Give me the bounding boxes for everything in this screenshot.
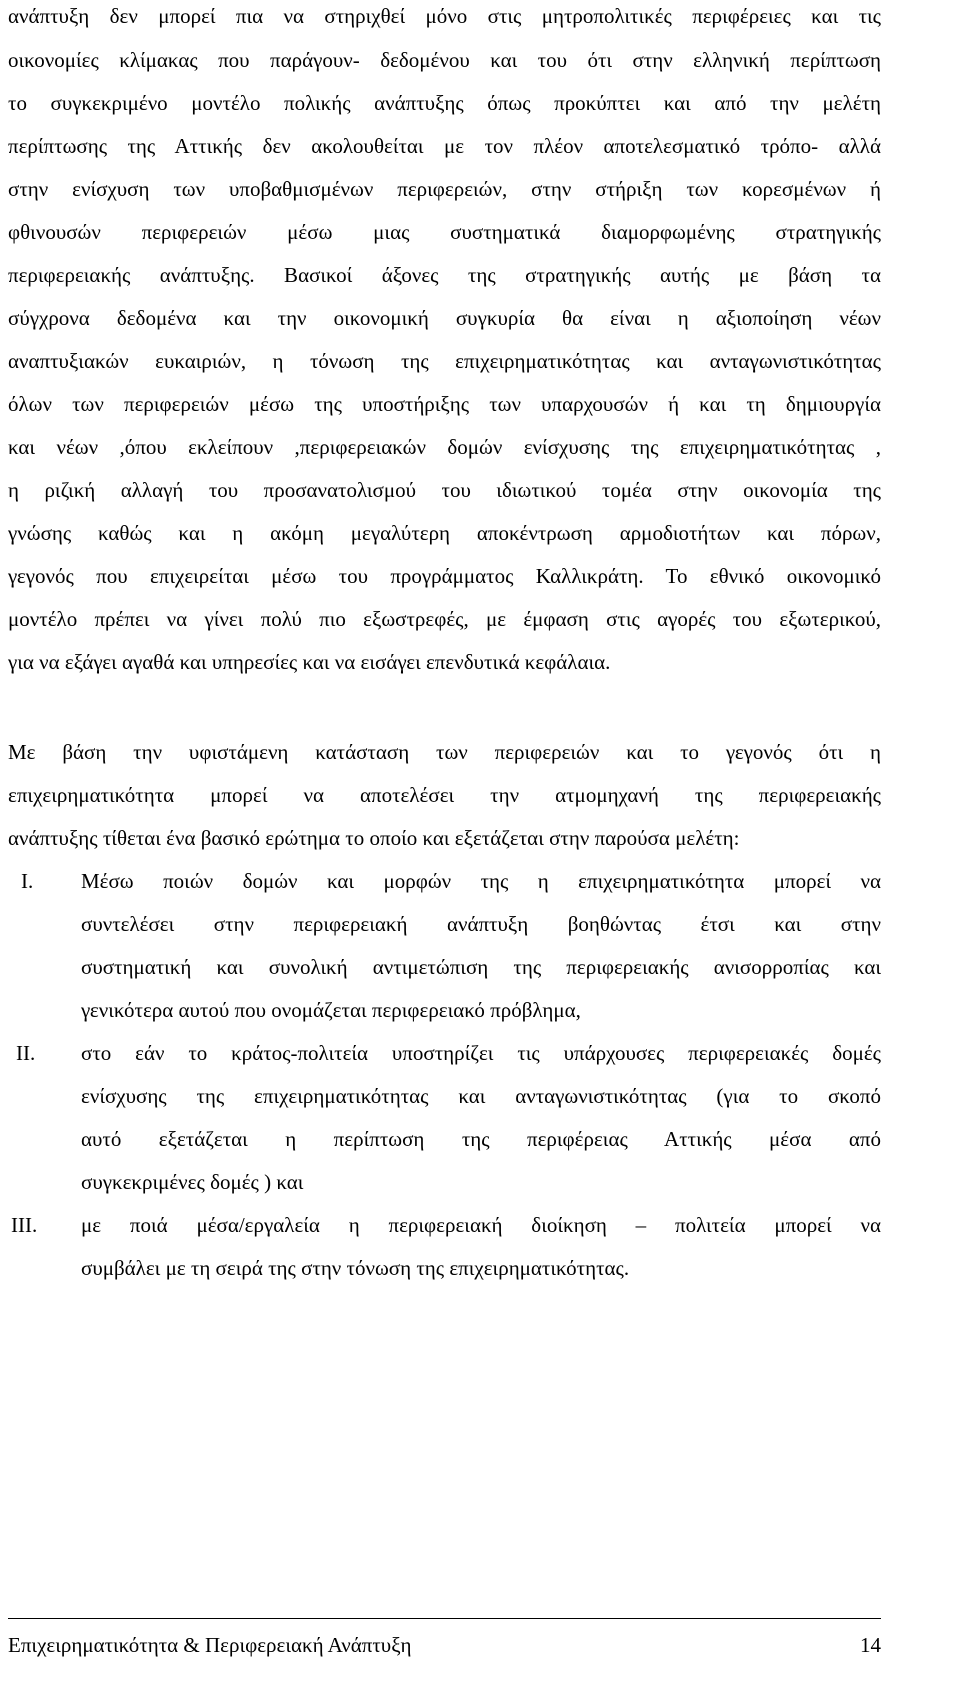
text-line: συμβάλει με τη σειρά της στην τόνωση της επιχειρηματικότητας. xyxy=(81,1256,630,1280)
text-line: με ποιά μέσα/εργαλεία η περιφερειακή διοίκηση – πολιτεία μπορεί να xyxy=(81,1213,881,1237)
text-line: αναπτυξιακών ευκαιριών, η τόνωση της επιχειρηματικότητας και ανταγωνιστικότητας xyxy=(8,349,881,373)
text-line: περιφερειακής ανάπτυξης. Βασικοί άξονες της στρατηγικής αυτής με βάση τα xyxy=(8,263,881,287)
text-line: Μέσω ποιών δομών και μορφών της η επιχειρηματικότητα μπορεί να xyxy=(81,869,881,893)
text-line: σύγχρονα δεδομένα και την οικονομική συγκυρία θα είναι η αξιοποίηση νέων xyxy=(8,306,881,330)
text-line: μοντέλο πρέπει να γίνει πολύ πιο εξωστρεφές, με έμφαση στις αγορές του εξωτερικού, xyxy=(8,607,881,631)
text-line: όλων των περιφερειών μέσω της υποστήριξης των υπαρχουσών ή και τη δημιουργία xyxy=(8,392,881,416)
text-line: αυτό εξετάζεται η περίπτωση της περιφέρειας Αττικής μέσα από xyxy=(81,1127,881,1151)
text-line: γενικότερα αυτού που ονομάζεται περιφερειακό πρόβλημα, xyxy=(81,998,581,1022)
text-line: Με βάση την υφιστάμενη κατάσταση των περιφερειών και το γεγονός ότι η xyxy=(8,740,881,764)
text-line: οικονομίες κλίμακας που παράγουν- δεδομένου και του ότι στην ελληνική περίπτωση xyxy=(8,48,881,72)
text-line: ανάπτυξης τίθεται ένα βασικό ερώτημα το οποίο και εξετάζεται στην παρούσα μελέτη: xyxy=(8,826,740,850)
list-marker: II. xyxy=(16,1041,36,1065)
text-line: φθινουσών περιφερειών μέσω μιας συστηματικά διαμορφωμένης στρατηγικής xyxy=(8,220,881,244)
text-line: το συγκεκριμένο μοντέλο πολικής ανάπτυξης όπως προκύπτει και από την μελέτη xyxy=(8,91,881,115)
text-line: η ριζική αλλαγή του προσανατολισμού του ιδιωτικού τομέα στην οικονομία της xyxy=(8,478,881,502)
text-line: στην ενίσχυση των υποβαθμισμένων περιφερειών, στην στήριξη των κορεσμένων ή xyxy=(8,177,881,201)
footer-divider xyxy=(8,1618,881,1619)
text-line: γνώσης καθώς και η ακόμη μεγαλύτερη αποκέντρωση αρμοδιοτήτων και πόρων, xyxy=(8,521,881,545)
text-line: στο εάν το κράτος-πολιτεία υποστηρίζει τις υπάρχουσες περιφερειακές δομές xyxy=(81,1041,881,1065)
text-line: επιχειρηματικότητα μπορεί να αποτελέσει την ατμομηχανή της περιφερειακής xyxy=(8,783,881,807)
list-marker: I. xyxy=(21,869,34,893)
list-marker: III. xyxy=(11,1213,38,1237)
text-line: συγκεκριμένες δομές ) και xyxy=(81,1170,304,1194)
text-line: συστηματική και συνολική αντιμετώπιση της περιφερειακής ανισορροπίας και xyxy=(81,955,881,979)
text-line: γεγονός που επιχειρείται μέσω του προγράμματος Καλλικράτη. Το εθνικό οικονομικό xyxy=(8,564,881,588)
text-line: ενίσχυσης της επιχειρηματικότητας και ανταγωνιστικότητας (για το σκοπό xyxy=(81,1084,881,1108)
text-line: συντελέσει στην περιφερειακή ανάπτυξη βοηθώντας έτσι και στην xyxy=(81,912,881,936)
text-line: για να εξάγει αγαθά και υπηρεσίες και να εισάγει επενδυτικά κεφάλαια. xyxy=(8,650,611,674)
text-line: ανάπτυξη δεν μπορεί πια να στηριχθεί μόνο στις μητροπολιτικές περιφέρειες και τις xyxy=(8,4,881,28)
page-number: 14 xyxy=(860,1633,881,1657)
text-line: περίπτωσης της Αττικής δεν ακολουθείται με τον πλέον αποτελεσματικό τρόπο- αλλά xyxy=(8,134,881,158)
footer-title: Επιχειρηματικότητα & Περιφερειακή Ανάπτυξη xyxy=(8,1633,412,1657)
text-line: και νέων ,όπου εκλείπουν ,περιφερειακών δομών ενίσχυσης της επιχειρηματικότητας , xyxy=(8,435,881,459)
